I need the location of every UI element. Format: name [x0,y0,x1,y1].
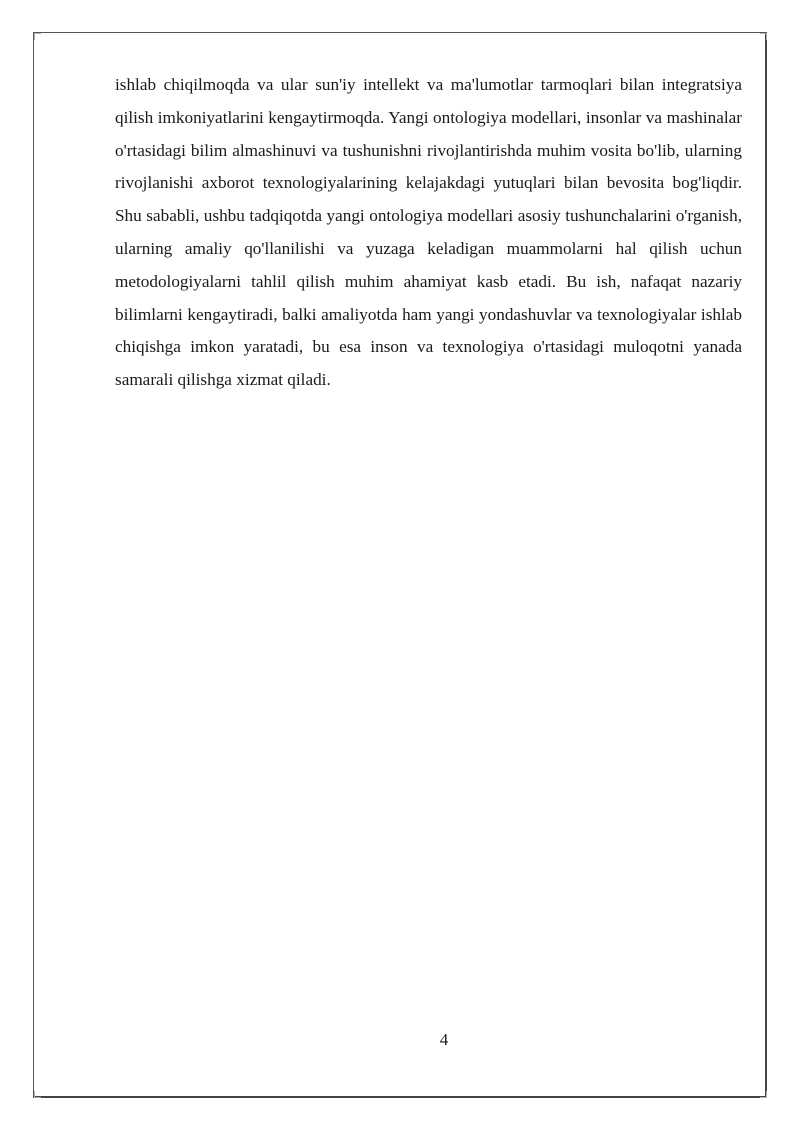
page-number: 4 [439,1030,449,1049]
page-corner-mark-top-left [34,33,41,40]
page-corner-mark-bottom-left [34,1091,41,1098]
body-paragraph: ishlab chiqilmoqda va ular sun'iy intellekt va ma'lumotlar tarmoqlari bilan integratsiya qilish imkoniyatlarini kengaytirmoqda. Yangi ontologiya modellari, insonlar va mashinalar o'rtasidagi bilim almashinuvi va tushunishni rivojlantirishda muhim vosita bo'lib, ularning rivojlanishi axborot texnologiyalarining kelajakdagi yutuqlari bilan bevosita bog'liqdir. Shu sababli, ushbu tadqiqotda yangi ontologiya modellari asosiy tushunchalarini o'rganish, ularning amaliy qo'llanilishi va yuzaga keladigan muammolarni hal qilish uchun metodologiyalarni tahlil qilish muhim ahamiyat kasb etadi. Bu ish, nafaqat nazariy bilimlarni kengaytiradi, balki amaliyotda ham yangi yondashuvlar va texnologiyalar ishlab chiqishga imkon yaratadi, bu esa inson va texnologiya o'rtasidagi muloqotni yanada samarali qilishga xizmat qiladi. [115,75,742,390]
page-corner-mark-top-right [760,33,767,40]
page-corner-mark-bottom-right [760,1091,767,1098]
